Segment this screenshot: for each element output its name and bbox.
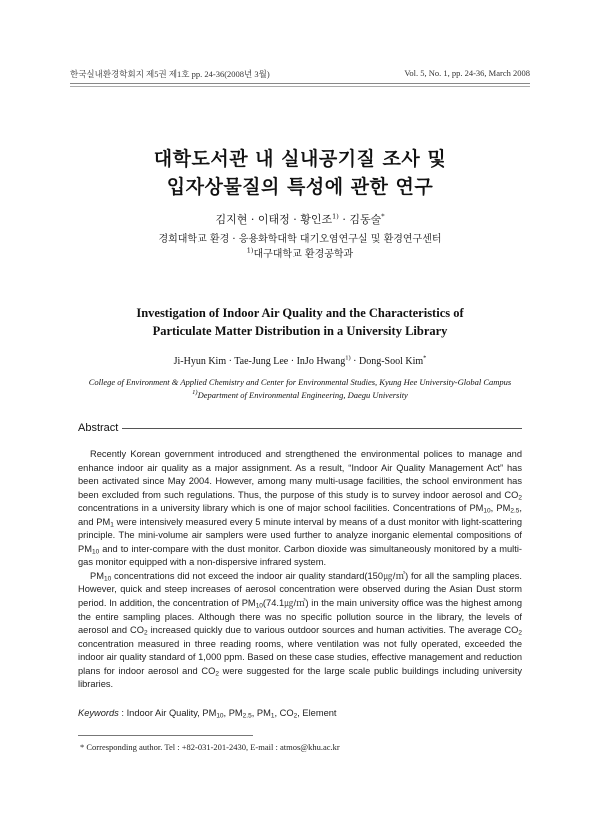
affiliation-2-text: 대구대학교 환경공학과	[253, 249, 354, 260]
subscript: 1	[270, 712, 275, 720]
author-1-ko: 김지현	[215, 213, 248, 226]
text-run: increased quickly due to various outdoor sources and human activities. The average CO	[147, 625, 519, 636]
affiliation-mark: 1)	[192, 389, 198, 397]
author-3-ko: 황인조	[300, 213, 333, 226]
subscript: 2	[143, 629, 148, 637]
keywords-label: Keywords	[78, 708, 119, 718]
header-left: 한국실내환경학회지 제5권 제1호 pp. 24-36(2008년 3월)	[70, 69, 270, 79]
author-sep: ·	[338, 213, 350, 226]
text-run: were intensively measured every 5 minute interval by means of a dust monitor with light-scattering principle. The mini-volume air samplers were used further to analyze inorganic elemental compositions of PM	[78, 516, 522, 554]
abstract-paragraph-2	[78, 570, 522, 692]
abstract-heading	[78, 422, 522, 434]
keywords-colon: :	[118, 708, 127, 718]
author-sep: ·	[289, 213, 301, 226]
keyword-run: Indoor Air Quality, PM	[126, 708, 217, 718]
corresponding-mark: *	[381, 212, 385, 221]
subscript: 1	[110, 521, 114, 529]
subscript: 10	[216, 712, 224, 720]
english-affiliation-2	[0, 390, 600, 400]
korean-title-line-2: 입자상물질의 특성에 관한 연구	[166, 176, 434, 198]
text-run: , and PM	[78, 503, 522, 527]
subscript: 2	[293, 712, 298, 720]
author-sep: ·	[288, 356, 297, 367]
abstract-rule	[122, 428, 522, 429]
header-rule	[70, 83, 530, 84]
subscript: 2	[215, 670, 219, 678]
header-right: Vol. 5, No. 1, pp. 24-36, March 2008	[404, 68, 530, 78]
author-3-en: InJo Hwang	[296, 356, 346, 367]
text-run: were suggested for the large scale public buildings including university libraries.	[78, 665, 522, 690]
text-run: concentrations in a university library which is one of major school facilities. Concentrations of PM	[78, 503, 484, 514]
english-authors	[0, 356, 600, 367]
text-run: concentrations did not exceed the indoor air quality standard(150㎍/㎥) for all the sampling places. However, quick and steep increases of aerosol concentration were observed during the Asian Dust storm period. In addition, the concentration of PM	[78, 570, 522, 609]
subscript: 2.5	[242, 712, 252, 720]
subscript: 10	[483, 507, 491, 515]
keywords-line	[78, 708, 337, 718]
subscript: 10	[103, 575, 112, 583]
keyword-run: , Element	[297, 708, 337, 718]
subscript: 10	[91, 548, 100, 556]
author-sep: ·	[350, 356, 359, 367]
affiliation-2-text: Department of Environmental Engineering, Daegu University	[197, 390, 408, 400]
abstract-body	[78, 448, 522, 692]
korean-authors	[0, 211, 600, 227]
text-run: (74.1㎍/㎥) in the main university office was the highest among the entire sampling places. Although there was no specific pollution source in the library, the levels of aerosol and CO	[78, 598, 523, 636]
header-rule-thin	[70, 86, 530, 87]
author-3-ko-mark: 1)	[332, 212, 339, 221]
text-run: concentration measured in three reading rooms, where ventilation was not fully operated, exceeded the indoor air quality standard of 1,000 ppm. Based on these case studies, effective management and reduction plans for indoor aerosol and CO	[78, 638, 522, 676]
keyword-run: , CO	[274, 708, 294, 718]
footnote-rule	[78, 735, 253, 736]
text-run: PM	[90, 570, 104, 581]
keyword-run: , PM	[251, 708, 271, 718]
subscript: 2	[518, 494, 522, 502]
korean-affiliation-1: 경희대학교 환경 · 응용화학대학 대기오염연구실 및 환경연구센터	[158, 234, 442, 245]
author-4-en: Dong-Sool Kim	[358, 356, 424, 367]
corresponding-mark: *	[423, 354, 427, 362]
author-2-ko: 이태정	[257, 213, 290, 226]
subscript: 2	[518, 629, 522, 637]
english-title-line-1: Investigation of Indoor Air Quality and the Characteristics of	[136, 306, 464, 320]
affiliation-mark: 1)	[246, 246, 254, 255]
subscript: 10	[255, 602, 263, 610]
english-title-line-2: Particulate Matter Distribution in a University Library	[152, 324, 448, 338]
abstract-paragraph-1	[78, 448, 522, 570]
author-4-ko: 김동술	[349, 213, 382, 226]
author-sep: ·	[247, 213, 258, 226]
running-header	[70, 68, 530, 80]
footnote: * Corresponding author. Tel : +82-031-201-2430, E-mail : atmos@khu.ac.kr	[80, 742, 340, 752]
korean-title-line-1: 대학도서관 내 실내공기질 조사 및	[153, 148, 447, 170]
author-3-en-mark: 1)	[345, 354, 351, 362]
subscript: 2.5	[510, 507, 520, 515]
text-run: , PM	[490, 503, 511, 514]
text-run: Recently Korean government introduced and strengthened the environmental polices to manage and enhance indoor air quality as a major assignment. As a result, “Indoor Air Quality Management Act” has been activated since May 2004. However, among many multi-usage facilities, the school environment has been excluded from such regulations. Thus, the purpose of this study is to survey indoor aerosol and CO	[78, 449, 522, 500]
author-sep: ·	[226, 356, 235, 367]
author-1-en: Ji-Hyun Kim	[173, 356, 227, 367]
text-run: and to inter-compare with the dust monitor. Carbon dioxide was simultaneously monitored by a multi-gas monitor equipped with a non-dispersive infrared system.	[78, 543, 522, 568]
author-2-en: Tae-Jung Lee	[234, 356, 289, 367]
korean-affiliation-2	[0, 245, 600, 260]
abstract-label: Abstract	[78, 422, 119, 434]
english-affiliation-1: College of Environment & Applied Chemistry and Center for Environmental Studies, Kyung Hee University-Global Campus	[88, 377, 512, 387]
keyword-run: , PM	[223, 708, 243, 718]
